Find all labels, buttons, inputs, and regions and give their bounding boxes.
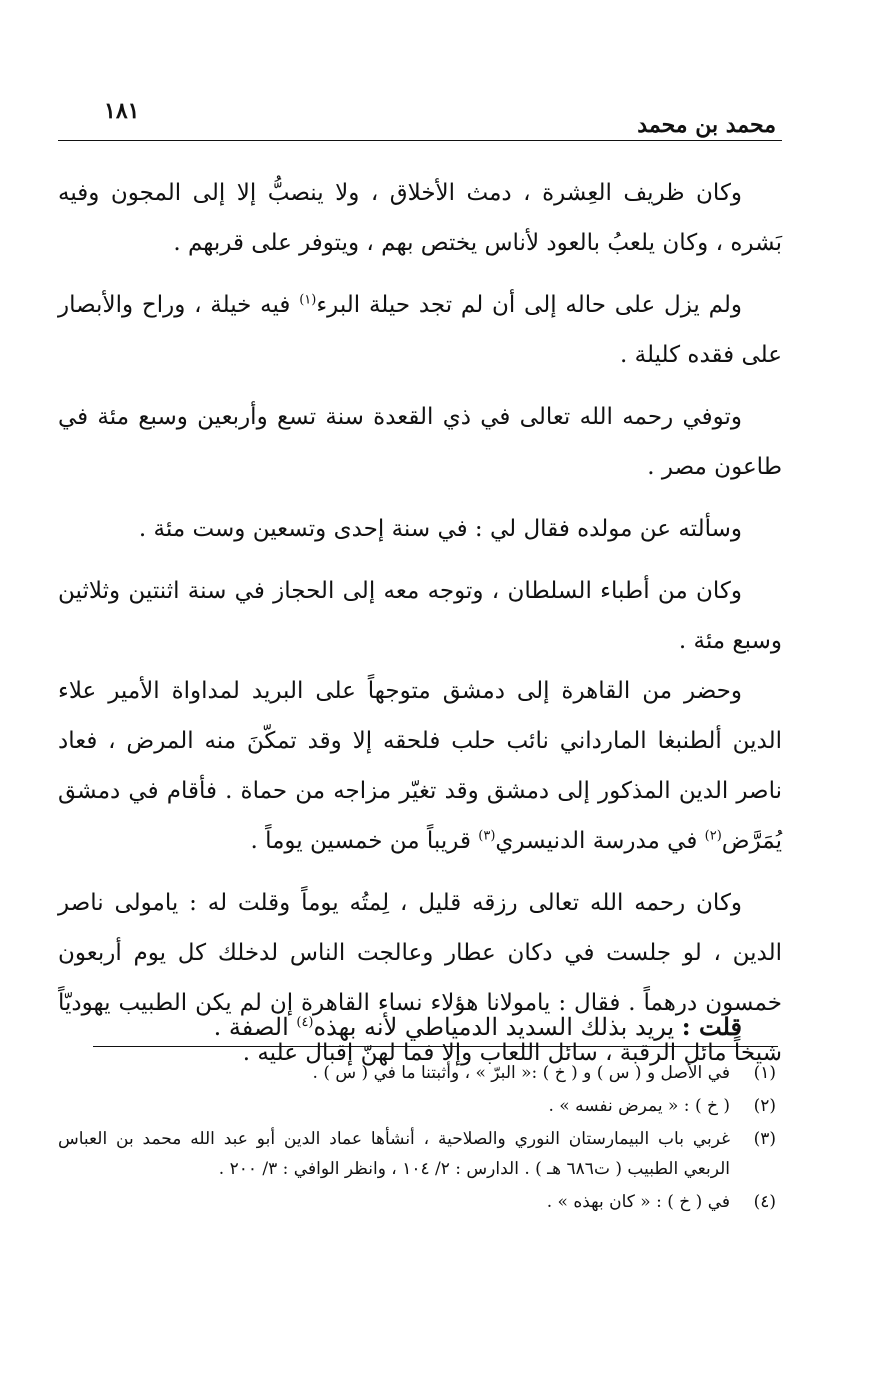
paragraph-4: وسألته عن مولده فقال لي : في سنة إحدى وتسعين وست مئة . (138, 516, 742, 542)
paragraph-7: وكان رحمه الله تعالى رزقه قليل ، لِمتُه يوماً وقلت له : يامولى ناصر الدين ، لو جلست في دكان عطار وعالجت الناس لدخلك كل يوم أربعون خمسون درهماً . فقال : يامولانا هؤلاء نساء القاهرة إن لم يكن الطبيب يهوديّاً شيخاً مائل الرقبة ، سائل اللعاب وإلا فما لهنّ إقبال عليه . (58, 890, 782, 1066)
footnote-4 (58, 1187, 782, 1217)
footnote-number: (١) (753, 1063, 776, 1083)
footnote-ref-4[interactable]: (٤) (296, 1015, 314, 1030)
footnotes (58, 1058, 782, 1220)
paragraph-6-after: قريباً من خمسين يوماً . (250, 828, 479, 854)
footnote-ref-1[interactable]: (١) (299, 292, 317, 308)
closing-text-after: الصفة . (213, 1013, 297, 1041)
paragraph-6-before: وحضر من القاهرة إلى دمشق متوجهاً على البريد لمداواة الأمير علاء الدين ألطنبغا المارداني نائب حلب فلحقه إلا وقد تمكّنَ منه المرض ، فعاد ناصر الدين المذكور إلى دمشق وقد تغيّر مزاجه من حماة . فأقام في دمشق يُمَرَّض (58, 678, 782, 854)
paragraph-6 (58, 666, 782, 866)
footnote-text: في ( خ ) : « كان بهذه » . (546, 1192, 730, 1212)
page-header (58, 98, 782, 138)
footnote-ref-3[interactable]: (٣) (478, 828, 496, 844)
paragraph-5: وكان من أطباء السلطان ، وتوجه معه إلى الحجاز في سنة اثنتين وثلاثين وسبع مئة . (58, 578, 782, 654)
closing-lead: قلت : (681, 1012, 742, 1041)
footnote-3 (58, 1124, 782, 1184)
footnote-rule (93, 1046, 778, 1047)
closing-remark (58, 1002, 782, 1052)
footnote-1 (58, 1058, 782, 1088)
footnote-text: غربي باب البيمارستان النوري والصلاحية ، أنشأها عماد الدين أبو عبد الله محمد بن العباس الربعي الطبيب ( ت٦٨٦ هـ ) . الدارس : ٢/ ١٠٤ ، وانظر الوافي : ٣/ ٢٠٠ . (58, 1129, 730, 1179)
paragraph-6-middle: في مدرسة الدنيسري (495, 828, 705, 854)
main-text (58, 168, 782, 1090)
paragraph-2 (58, 280, 782, 380)
footnote-ref-2[interactable]: (٢) (704, 828, 722, 844)
footnote-text: ( خ ) : « يمرض نفسه » . (548, 1096, 730, 1116)
running-head: محمد بن محمد (637, 112, 776, 138)
footnote-number: (٣) (753, 1129, 776, 1149)
paragraph-3: وتوفي رحمه الله تعالى في ذي القعدة سنة تسع وأربعين وسبع مئة في طاعون مصر . (58, 404, 782, 480)
paragraph-1: وكان ظريف العِشرة ، دمث الأخلاق ، ولا ينصبُّ إلا إلى المجون وفيه بَشره ، وكان يلعبُ بالعود لأناس يختص بهم ، ويتوفر على قربهم . (58, 180, 782, 256)
footnote-text: في الأصل و ( س ) و ( خ ) :« البرّ » ، وأثبتنا ما في ( س ) . (312, 1063, 730, 1083)
paragraph-2-after: فيه خيلة ، وراح والأبصار على فقده كليلة . (58, 292, 782, 368)
footnote-number: (٢) (753, 1096, 776, 1116)
paragraph-2-before: ولم يزل على حاله إلى أن لم تجد حيلة البرء (316, 292, 743, 318)
page-number: ١٨١ (104, 98, 140, 124)
footnote-number: (٤) (753, 1192, 776, 1212)
header-rule (58, 140, 782, 141)
closing-text-before: يريد بذلك السديد الدمياطي لأنه بهذه (313, 1013, 682, 1041)
footnote-2 (58, 1091, 782, 1121)
